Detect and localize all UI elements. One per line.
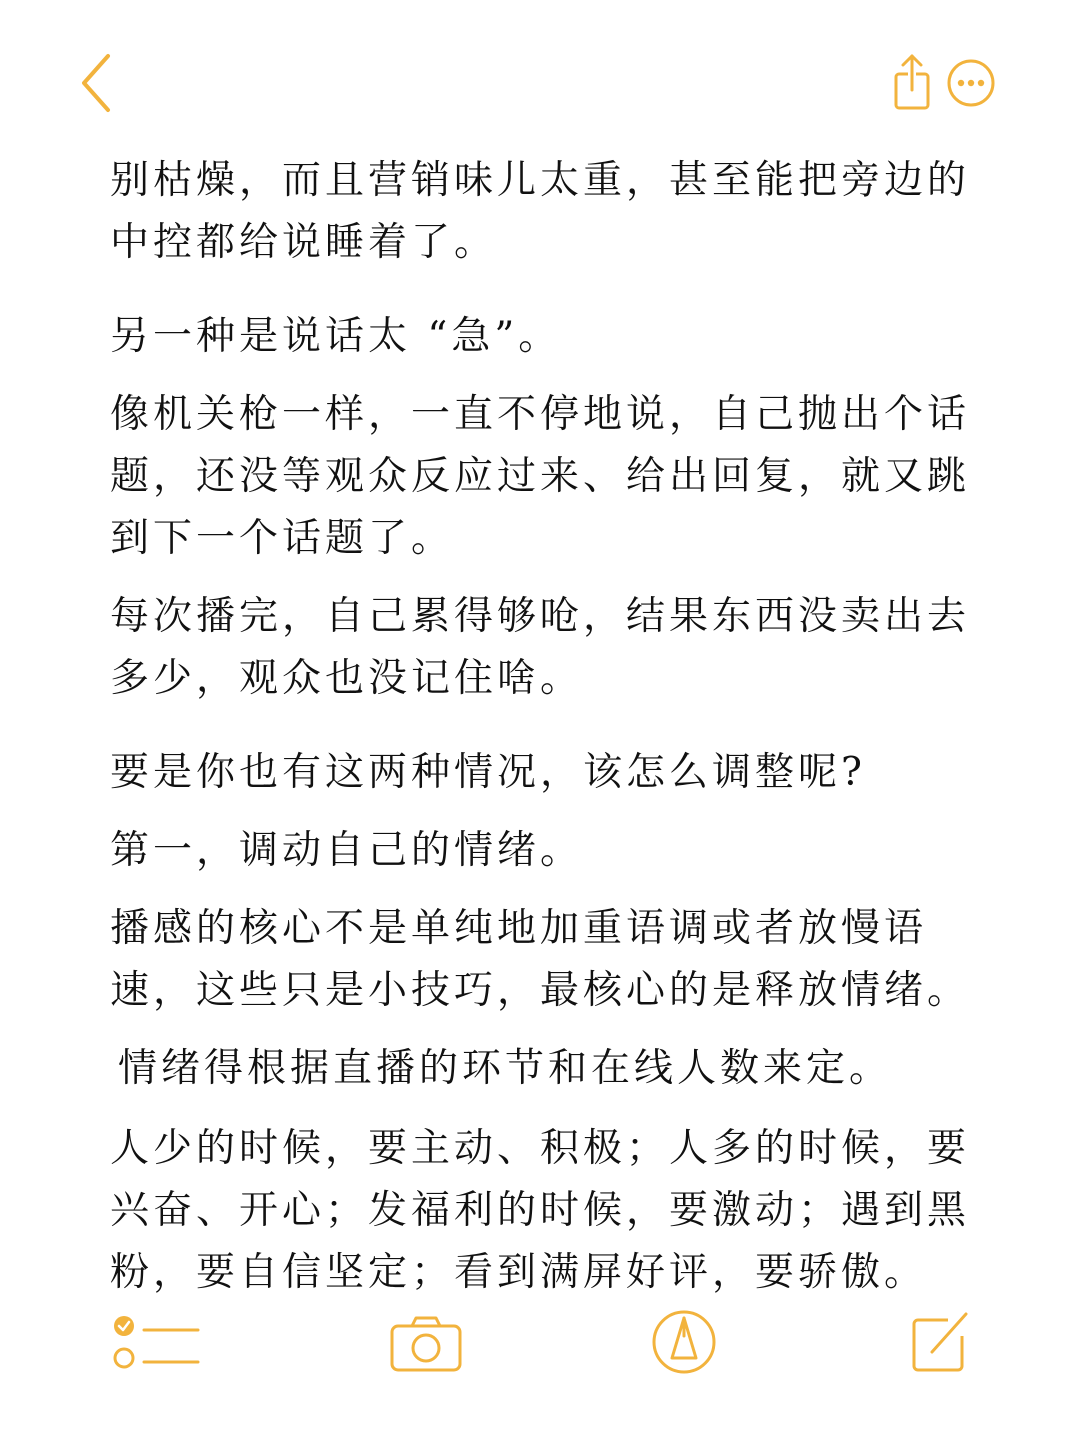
note-paragraph: 每次播完，自己累得够呛，结果东西没卖出去多少，观众也没记住啥。 [110,594,971,701]
note-paragraph: 别枯燥，而且营销味儿太重，甚至能把旁边的中控都给说睡着了。 [110,158,971,265]
note-paragraph: 情绪得根据直播的环节和在线人数来定。 [118,1046,893,1091]
note-paragraph: 播感的核心不是单纯地加重语调或者放慢语速，这些只是小技巧，最核心的是释放情绪。 [110,906,971,1013]
note-paragraph: 像机关枪一样，一直不停地说，自己抛出个话题，还没等观众反应过来、给出回复，就又跳到下一个话题了。 [110,392,971,561]
more-icon[interactable] [944,56,998,110]
pen-icon[interactable] [650,1308,718,1376]
chevron-left-icon[interactable] [72,52,122,114]
checklist-icon[interactable] [108,1312,204,1372]
compose-icon[interactable] [908,1308,972,1374]
note-paragraph: 另一种是说话太 “急”。 [110,314,562,359]
note-body[interactable] [110,150,980,1304]
note-paragraph: 第一，调动自己的情绪。 [110,828,584,873]
top-toolbar [0,0,1080,150]
camera-icon[interactable] [388,1312,464,1374]
bottom-toolbar [0,1300,1080,1400]
note-paragraph: 要是你也有这两种情况，该怎么调整呢? [110,750,866,795]
note-paragraph: 人少的时候，要主动、积极；人多的时候，要兴奋、开心；发福利的时候，要激动；遇到黑粉，要自信坚定；看到满屏好评，要骄傲。 [110,1126,971,1295]
share-icon[interactable] [888,52,936,112]
